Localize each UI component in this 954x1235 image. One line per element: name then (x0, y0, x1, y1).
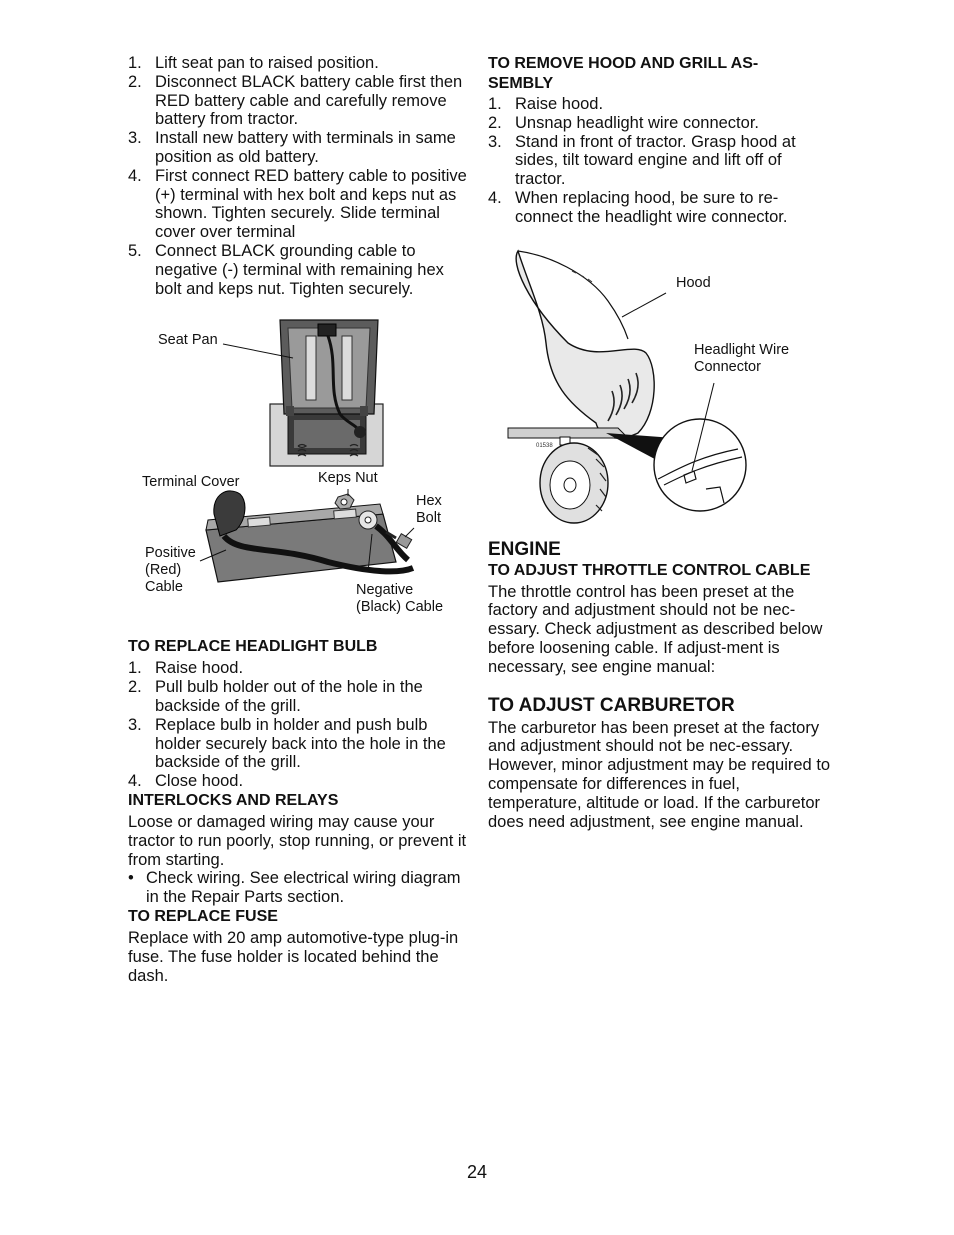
interlocks-bullets (128, 869, 473, 907)
step-number: 3. (128, 715, 142, 734)
step-number: 1. (128, 659, 142, 678)
throttle-body: The throttle control has been preset at the factory and adjustment should not be nec-essary. Check adjustment as described below before loosening cable. If adjust-ment is necessary, see engine manual: (488, 582, 823, 676)
hood-steps (488, 95, 833, 227)
step-text: Install new battery with terminals in same position as old battery. (155, 129, 456, 166)
step-number: 4. (488, 188, 502, 207)
negative-cable-label: Negative (356, 582, 414, 599)
hex-bolt-label: Bolt (416, 510, 441, 527)
step-number: 4. (128, 166, 142, 185)
step-number: 2. (128, 678, 142, 697)
step-number: 2. (488, 113, 502, 132)
bullet: • (128, 869, 134, 888)
list-item (488, 114, 833, 133)
hood-figure (488, 243, 833, 535)
list-item (488, 95, 833, 114)
step-number: 3. (488, 132, 502, 151)
step-text: Disconnect BLACK battery cable first then RED battery cable and carefully remove battery from tractor. (155, 72, 463, 129)
list-item (128, 54, 473, 73)
seat-pan-label: Seat Pan (158, 332, 218, 349)
list-item (128, 772, 473, 791)
step-number: 3. (128, 129, 142, 148)
step-text: Replace bulb in holder and push bulb holder securely back into the hole in the backside of the grill. (155, 715, 446, 772)
right-column (488, 54, 833, 831)
positive-cable-label: Cable (145, 579, 183, 596)
step-text: Pull bulb holder out of the hole in the backside of the grill. (155, 678, 423, 715)
page-number: 24 (466, 1162, 488, 1182)
hood-illustration (488, 243, 833, 535)
engine-heading: ENGINE (488, 538, 561, 560)
step-number: 4. (128, 772, 142, 791)
step-text: Close hood. (155, 772, 244, 791)
interlocks-heading: INTERLOCKS AND RELAYS (128, 791, 339, 809)
step-text: Stand in front of tractor. Grasp hood at sides, tilt toward engine and lift off of tractor. (515, 132, 796, 189)
hood-label: Hood (676, 274, 711, 291)
carburetor-heading: TO ADJUST CARBURETOR (488, 694, 735, 716)
throttle-heading: TO ADJUST THROTTLE CONTROL CABLE (488, 561, 811, 579)
battery-figure (128, 314, 473, 641)
list-item (128, 242, 473, 298)
terminal-cover-label: Terminal Cover (142, 474, 240, 491)
list-item (488, 189, 833, 227)
step-text: Lift seat pan to raised position. (155, 54, 379, 72)
step-text: Connect BLACK grounding cable to negative (-) terminal with remaining hex bolt and keps nut. Tighten securely. (155, 241, 444, 298)
negative-cable-label: (Black) Cable (356, 599, 444, 616)
list-item (128, 129, 473, 167)
step-text: When replacing hood, be sure to re-connect the headlight wire connector. (515, 188, 788, 226)
connector-label: Headlight Wire (694, 341, 790, 358)
list-item (128, 678, 473, 716)
step-text: First connect RED battery cable to positive (+) terminal with hex bolt and keps nut as shown. Tighten securely. Slide terminal cover over terminal (155, 166, 467, 242)
list-item (128, 716, 473, 772)
list-item (128, 869, 473, 907)
left-column (128, 54, 473, 985)
svg-text:01538: 01538 (536, 442, 553, 449)
fuse-body: Replace with 20 amp automotive-type plug-in fuse. The fuse holder is located behind the dash. (128, 928, 459, 985)
step-text: Unsnap headlight wire connector. (515, 113, 759, 132)
list-item (488, 133, 833, 189)
step-text: Raise hood. (515, 95, 604, 113)
step-number: 5. (128, 241, 142, 260)
positive-cable-label: (Red) (145, 562, 182, 579)
carburetor-body: The carburetor has been preset at the factory and adjustment should not be nec-essary. However, minor adjustment may be required to compensate for differences in fuel, temperature, altitude or load. If the carburetor does need adjustment, see engine manual. (488, 718, 831, 831)
step-number: 1. (488, 95, 502, 113)
step-number: 1. (128, 54, 142, 72)
connector-label: Connector (694, 358, 761, 375)
keps-nut-label: Keps Nut (318, 470, 378, 487)
list-item (128, 659, 473, 678)
positive-cable-label: Positive (145, 545, 196, 562)
hex-bolt-label: Hex (416, 493, 442, 510)
fuse-heading: TO REPLACE FUSE (128, 907, 278, 925)
headlight-heading: TO REPLACE HEADLIGHT BULB (128, 638, 378, 656)
step-text: Raise hood. (155, 659, 244, 678)
list-item (128, 73, 473, 129)
hood-heading: TO REMOVE HOOD AND GRILL AS-SEMBLY (488, 55, 759, 92)
bullet-text: Check wiring. See electrical wiring diagram in the Repair Parts section. (146, 869, 461, 907)
headlight-steps (128, 659, 473, 791)
interlocks-body: Loose or damaged wiring may cause your tractor to run poorly, stop running, or prevent it from starting. (128, 812, 467, 869)
step-number: 2. (128, 72, 142, 91)
battery-steps (128, 54, 473, 298)
list-item (128, 167, 473, 242)
